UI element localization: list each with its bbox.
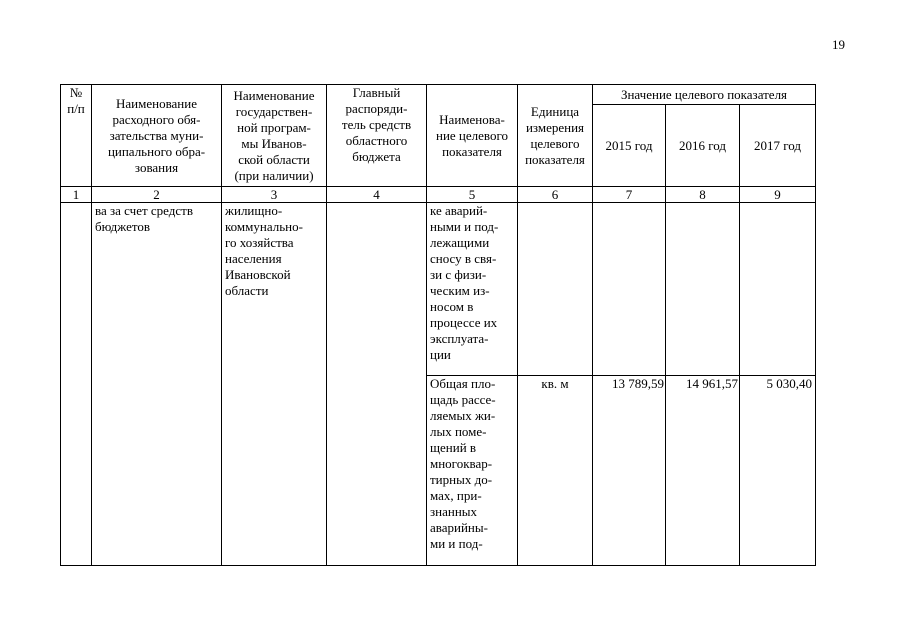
row-cell-indicator: Общая пло- щадь рассе- ляемых жи- лых поме- щений в многоквар- тирных до- мах, при- знанных аварийны- ми и под- [427,376,518,566]
column-number: 5 [427,187,518,203]
row-cell-2015 [593,203,666,376]
row-cell-number [61,203,92,566]
row-cell-2016 [666,203,740,376]
header-col-5: Наименова- ние целевого показателя [427,85,518,187]
column-number: 4 [327,187,427,203]
row-cell-program: жилищно- коммунально- го хозяйства населения Ивановской области [222,203,327,566]
header-col-8: 2016 год [666,105,740,187]
row-cell-unit: кв. м [518,376,593,566]
row-cell-obligation: ва за счет средств бюджетов [92,203,222,566]
column-number: 7 [593,187,666,203]
row-cell-2017 [740,203,816,376]
row-cell-indicator: ке аварий- ными и под- лежащими сносу в свя- зи с физи- ческим из- носом в процессе их эксплуата- ции [427,203,518,376]
column-number: 1 [61,187,92,203]
header-col-1: № п/п [61,85,92,187]
header-col-9: 2017 год [740,105,816,187]
header-group-target-values: Значение целевого показателя [593,85,816,105]
header-col-4: Главный распоряди- тель средств областного бюджета [327,85,427,187]
column-number: 9 [740,187,816,203]
header-col-6: Единица измерения целевого показателя [518,85,593,187]
row-cell-2017: 5 030,40 [740,376,816,566]
column-number: 6 [518,187,593,203]
column-number-row [61,187,816,203]
row-cell-2015: 13 789,59 [593,376,666,566]
header-col-2: Наименование расходного обя- зательства муни- ципального обра- зования [92,85,222,187]
column-number: 2 [92,187,222,203]
column-number: 8 [666,187,740,203]
header-row-1 [61,85,816,105]
header-col-7: 2015 год [593,105,666,187]
row-cell-manager [327,203,427,566]
header-col-3: Наименование государствен- ной програм- мы Иванов- ской области (при наличии) [222,85,327,187]
row-cell-2016: 14 961,57 [666,376,740,566]
page-number: 19 [832,37,845,52]
table-row [61,203,816,376]
column-number: 3 [222,187,327,203]
target-indicators-table [60,84,816,566]
row-cell-unit [518,203,593,376]
